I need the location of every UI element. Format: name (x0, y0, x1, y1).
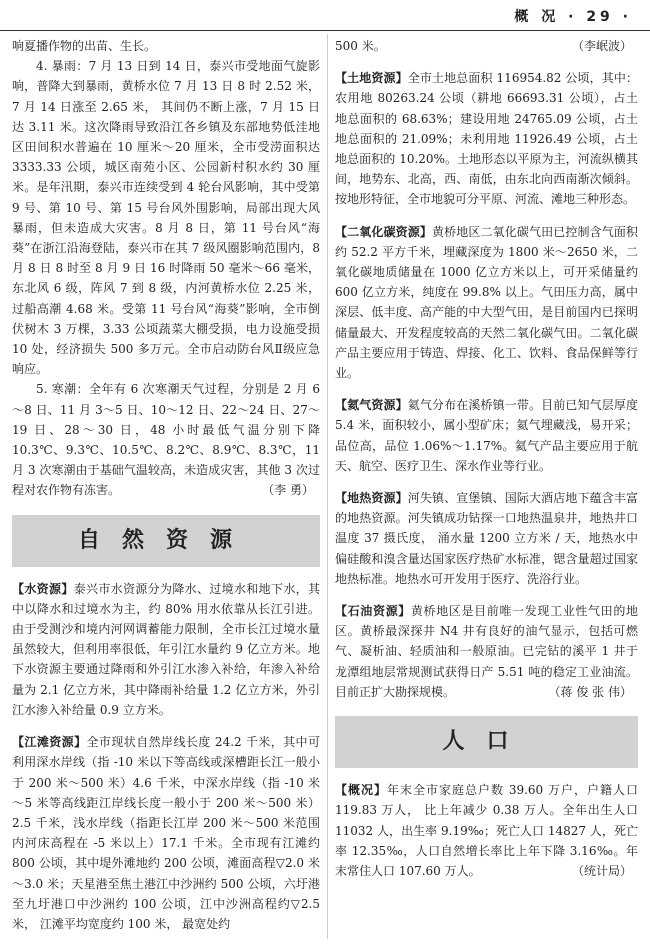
entry-text: 黄桥地区是目前唯一发现工业性气田的地区。黄桥最深探井 N4 井有良好的油气显示，包括可燃气、凝析油、轻质油和一般原油。已完钻的溪平 1 井于龙潭组地层常规测试获得日产 5.51 吨的稳定工业油流。目前正扩大勘探规模。 (335, 604, 638, 699)
author-credit: （蒋 俊 张 伟） (548, 684, 632, 699)
oil-resources-entry (335, 601, 638, 702)
land-resources-entry (335, 68, 638, 209)
geothermal-resources-entry (335, 488, 638, 589)
helium-resources-entry (335, 395, 638, 476)
entry-text: 泰兴市水资源分为降水、过境水和地下水，其中以降水和过境水为主，约 80% 用水依靠从长江引进。由于受测沙和境内河网调蓄能力限制，全市长江过境水量虽然较大，但利用率很低，年引江水量约 9 亿立方米。地下水资源主要通过降雨和外引江水渗入补给，年渗入补给量为 2.1 亿立方米，其中降雨补给量 1.2 亿立方米，外引江水渗入补给量 0.9 立方米。 (12, 581, 320, 717)
entry-text: 年末全市家庭总户数 39.60 万户，户籍人口 119.83 万人， 比上年减少 0.38 万人。全年出生人口 11032 人，出生率 9.19‰；死亡人口 14827 人，死亡率 12.35‰，人口自然增长率比上年下降 3.16‰。年末常住人口 107.60 万人。 (335, 783, 638, 878)
flood-paragraph: 4. 暴雨：7 月 13 日到 14 日，泰兴市受地面气旋影响，普降大到暴雨，黄桥水位 7 月 13 日 8 时 2.52 米，7 月 14 日涨至 2.65 米， 其间仍不断上涨，7 月 15 日达 3.11 米。这次降雨导致沿江各乡镇及东部地势低洼地区田间积水普遍在 10 厘米～20 厘米，全市受涝面积达 3333.33 公顷，城区南苑小区、公园新村积水约 30 厘米。是年汛期，泰兴市连续受到 4 轮台风影响，其中受第 9 号、第 10 号、第 15 号台风外围影响，局部出现大风暴雨，但未造成大灾害。8 月 8 日，第 11 号台风“海葵”在浙江沿海登陆，泰兴市在其 7 级风圈影响范围内，8 月 8 日 8 时至 8 月 9 日 16 时降雨 50 毫米～66 毫米，东北风 6 级，阵风 7 到 8 级，内河黄桥水位 2.25 米，过船高潮 4.68 米。受第 11 号台风“海葵”影响，全市倒伏树木 3 万棵，3.33 公顷蔬菜大棚受损，电力设施受损 10 处，经济损失 500 多万元。全市启动防台风Ⅱ级应急响应。 (12, 59, 320, 377)
author-credit: （统计局） (571, 863, 632, 878)
cold-wave-paragraph (12, 379, 320, 500)
entry-heading: 【概况】 (335, 783, 388, 798)
cold-wave-text: 5. 寒潮：全年有 6 次寒潮天气过程，分别是 2 月 6～8 日、11 月 3～5 日、10～12 日、22～24 日、27～19 日、28～30 日，48 小时最低气温分别下降 10.3℃、9.3℃、10.5℃、8.2℃、8.9℃、8.3℃，11 月 3 次寒潮由于基础气温较高，未造成灾害，其他 3 次过程对农作物有冻害。 (12, 382, 320, 498)
entry-text: 氦气分布在溪桥镇一带。目前已知气层厚度 5.4 米，面积较小，属小型矿床；氦气埋藏浅，易开采；品位高，品位 1.06%～1.17%。氦气产品主要应用于航天、航空、医疗卫生、深水作业等行业。 (335, 398, 638, 473)
column-divider (327, 34, 328, 939)
entry-text: 黄桥地区二氧化碳气田已控制含气面积约 52.2 平方千米，埋藏深度为 1800 米～2650 米，二氧化碳地质储量在 1000 亿立方米以上，可开采储量约 600 亿立方米，纯度在 99.8% 以上。气田压力高，属中深层、低丰度、高产能的中大型气田，是目前国内已探明储量最大、开发程度较高的天然二氧化碳气田。二氧化碳产品主要应用于铸造、焊接、化工、饮料、食品保鲜等行业。 (335, 224, 638, 381)
entry-heading: 【土地资源】 (335, 71, 408, 86)
population-overview-entry (335, 780, 638, 881)
entry-text: 河失镇、宣堡镇、国际大酒店地下蕴含丰富的地热资源。河失镇成功钻探一口地热温泉井，地热井口温度 37 摄氏度， 涌水量 1200 立方米 / 天，地热水中偏硅酸和溴含量达国家医疗热矿水标准，锶含量超过国家地热标准。地热水可开发用于医疗、洗浴行业。 (335, 491, 638, 586)
intro-paragraph: 响夏播作物的出苗、生长。 (12, 39, 157, 53)
water-resources-entry (12, 579, 320, 720)
riverbank-resources-entry (12, 732, 320, 934)
entry-text: 全市土地总面积 116954.82 公顷，其中：农用地 80263.24 公顷（耕地 66693.31 公顷），占土地总面积的 68.63%；建设用地 24765.09 公顷，占土地总面积的 21.09%；未利用地 11926.49 公顷，占土地总面积的 10.20%。土地形态以平原为主，河流纵横其间，地势东、北高，西、南低，由东北向西南渐次倾斜。按地形特征，全市地貌可分平原、河流、滩地三种形态。 (335, 71, 638, 207)
running-head: 概 况 · 29 · (514, 9, 632, 25)
author-credit: （李 勇） (262, 483, 314, 498)
entry-heading: 【二氧化碳资源】 (335, 224, 432, 239)
entry-heading: 【江滩资源】 (12, 735, 87, 750)
entry-heading: 【水资源】 (12, 581, 74, 596)
author-credit: （李岷波） (571, 39, 632, 53)
continued-text: 500 米。 (335, 39, 386, 53)
co2-resources-entry (335, 222, 638, 384)
section-banner-natural-resources: 自然资源 (12, 515, 320, 567)
entry-heading: 【氦气资源】 (335, 398, 408, 413)
entry-heading: 【地热资源】 (335, 491, 408, 506)
left-column (12, 36, 320, 934)
page-header (0, 0, 650, 31)
section-banner-population: 人口 (335, 716, 638, 768)
continued-paragraph (335, 36, 638, 56)
entry-text: 全市现状自然岸线长度 24.2 千米，其中可利用深水岸线（指 -10 米以下等高线或深槽距长江一般小于 200 米～500 米）4.6 千米，中深水岸线（指 -10 米～5 米等高线距江岸线长度一般小于 200 米～500 米）2.5 千米，浅水岸线（指距长江岸 200 米～500 米范围内河床高程在 -5 米以上）17.1 千米。全市现有江滩约 800 公顷，其中堤外滩地约 200 公顷，滩面高程▽2.0 米～3.0 米；天星港至焦土港江中沙洲约 500 公顷，六圩港至九圩港口中沙洲约 100 公顷，江中沙洲高程约▽2.5 米， 江滩平均宽度约 100 米， 最宽处约 (12, 735, 320, 931)
right-column (335, 36, 638, 881)
entry-heading: 【石油资源】 (335, 604, 411, 619)
